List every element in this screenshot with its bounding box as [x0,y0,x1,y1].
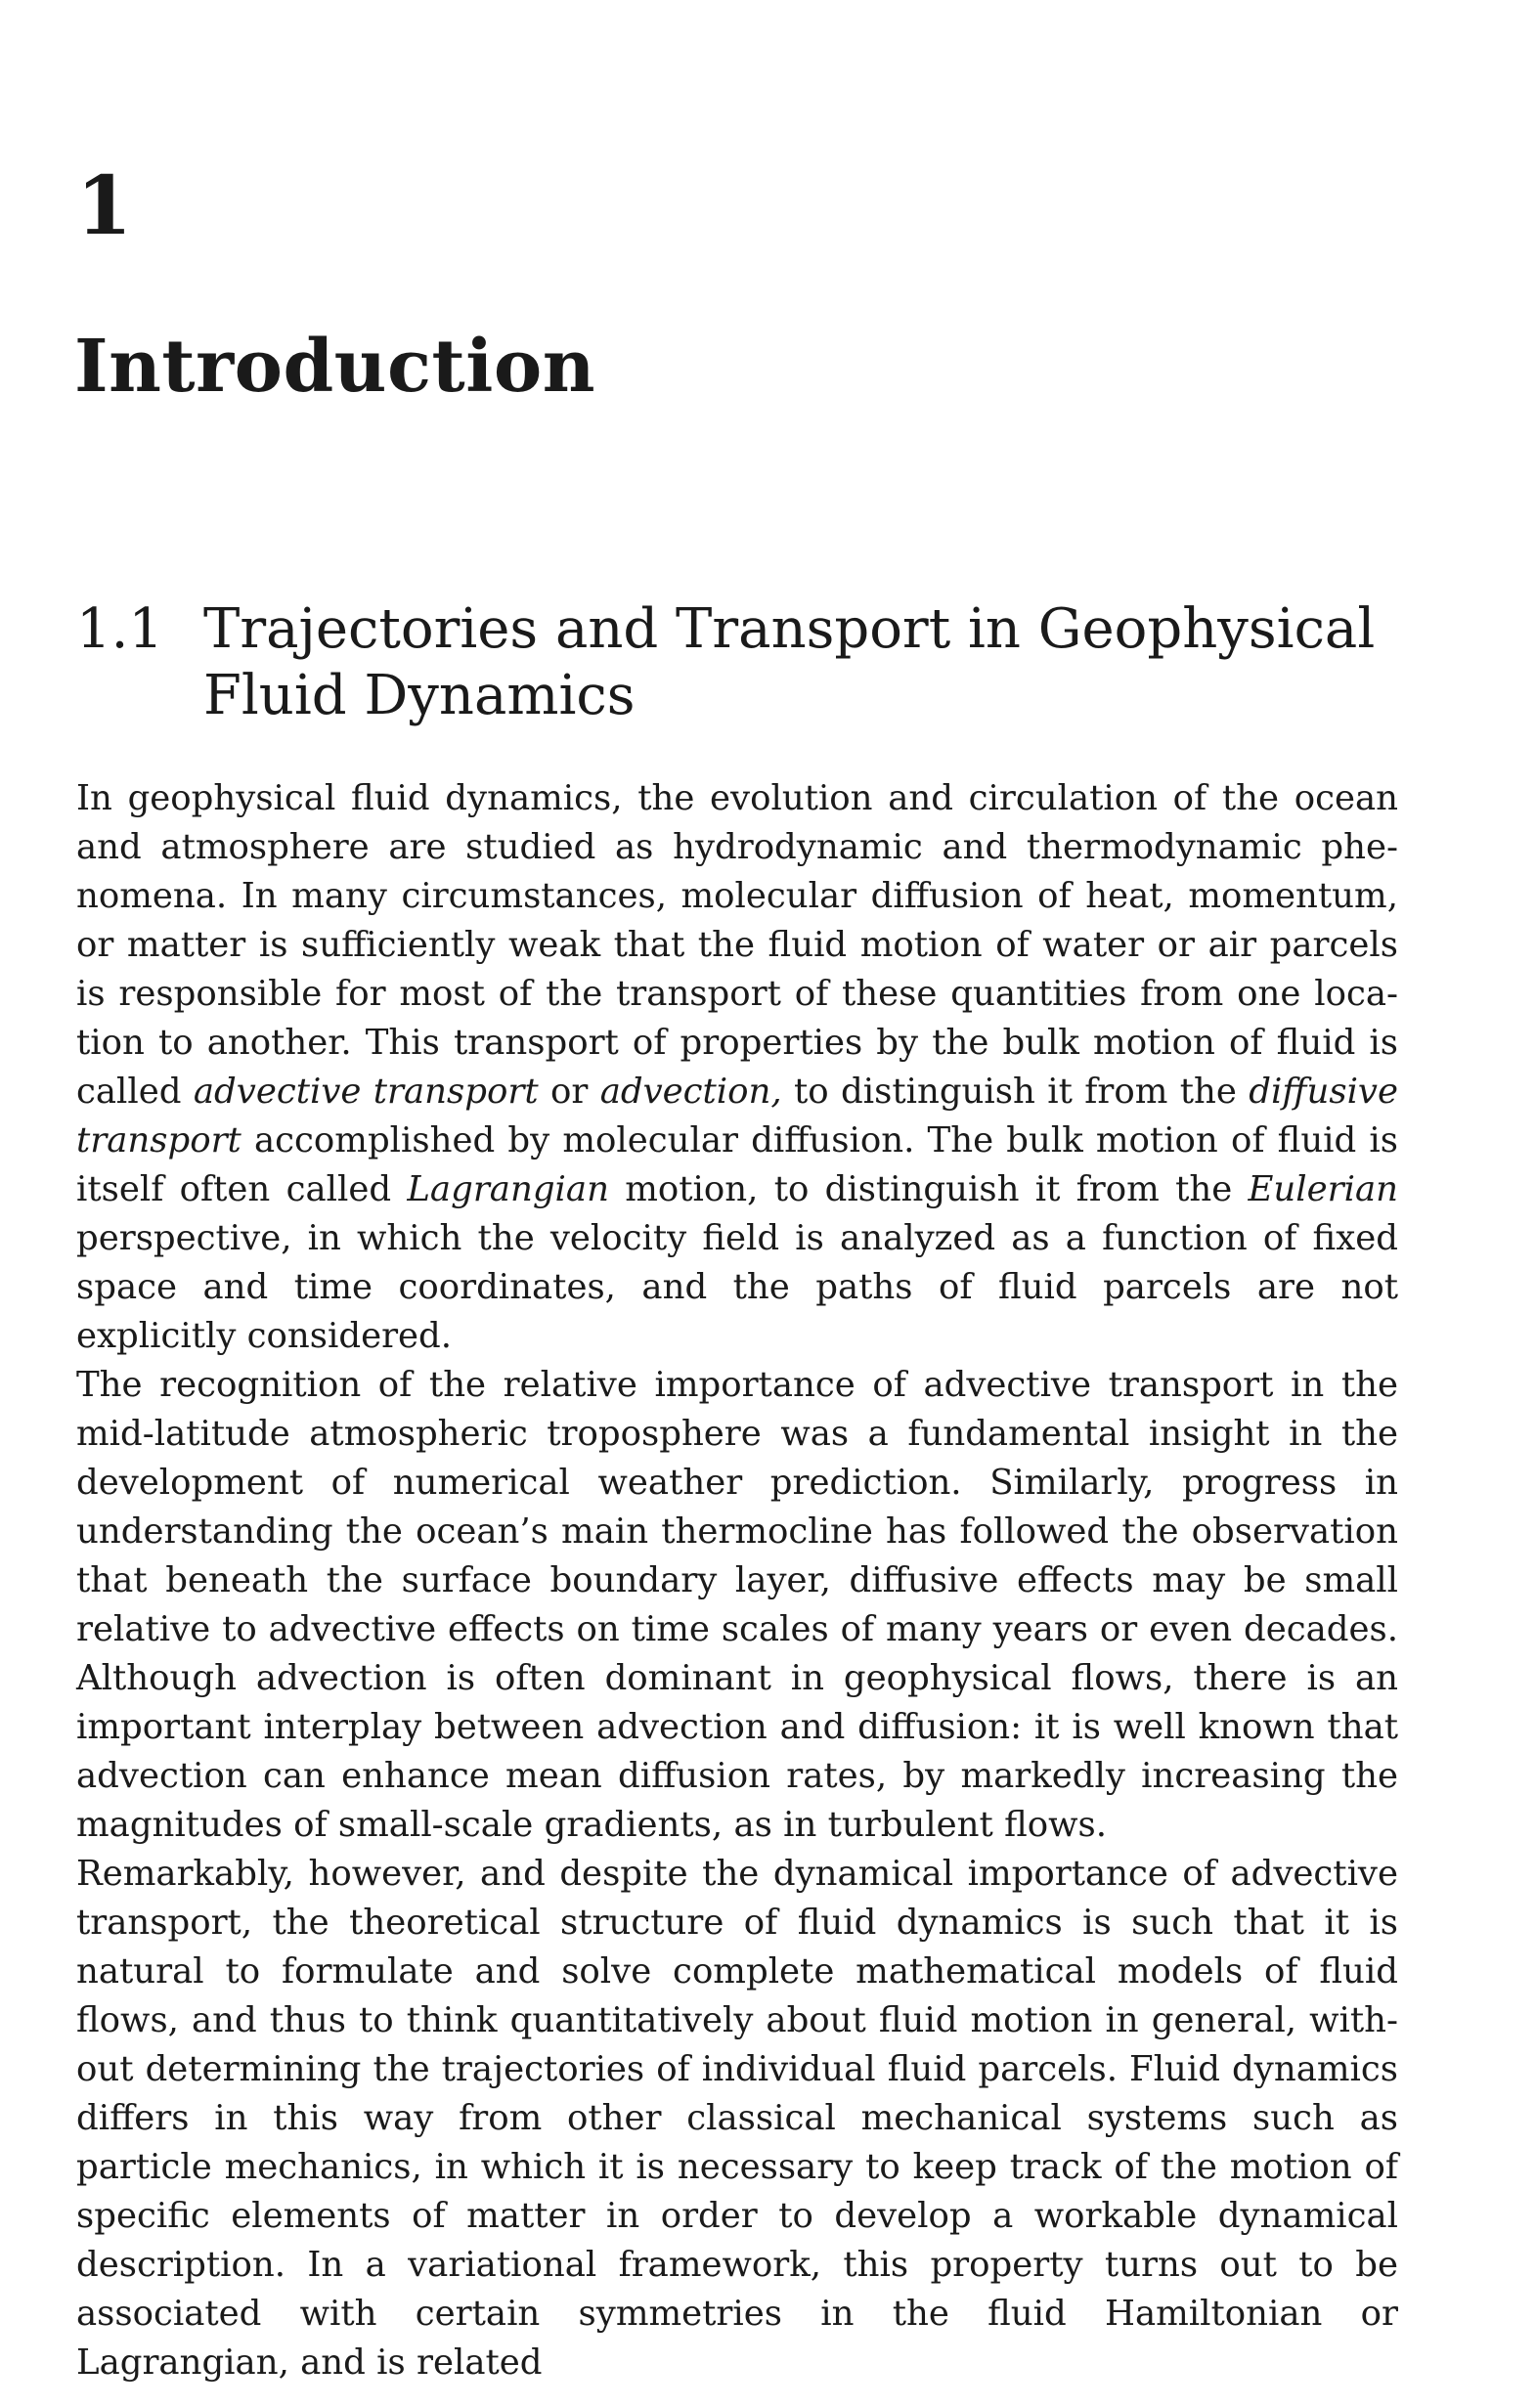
text-run: or [538,1072,600,1112]
paragraph-1 [76,774,1398,1361]
chapter-number: 1 [76,159,133,253]
text-run: to distinguish it from the [781,1072,1250,1112]
text-run: perspective, in which the velocity field is analyzed as a function of fixed space and time coordinates, and the paths of fluid parcels are not explicitly considered. [76,1218,1398,1356]
text-run: The recognition of the relative importance of advective transport in the mid-latitude atmospheric troposphere was a fundamental insight in the development of numerical weather prediction. Similarly, progress in understanding the ocean’s main thermocline has followed the observation that beneath the surface boundary layer, diffusive effects may be small relative to advective effects on time scales of many years or even decades. Although advection is often dominant in geophysical flows, there is an important interplay between advection and diffusion: it is well known that advection can enhance mean diffusion rates, by markedly increasing the magnitudes of small-scale gradients, as in turbulent flows. [76,1365,1398,1845]
chapter-title: Introduction [74,325,595,409]
section-number: 1.1 [76,597,164,661]
paragraph-3 [76,1850,1398,2387]
body-text [76,774,1398,2387]
section-title-line-1: Trajectories and Transport in Geophysical [203,597,1376,661]
section-title-line-2: Fluid Dynamics [203,664,636,727]
text-run: In geophysical fluid dynamics, the evolution and circulation of the ocean and atmosphere are studied as hydrodynamic and thermodynamic phenomena. In many circumstances, molecular diffusion of heat, momentum, or matter is sufficiently weak that the fluid motion of water or air parcels is responsible for most of the transport of these quantities from one location to another. This transport of properties by the bulk motion of fluid is called [76,778,1398,1112]
text-run: motion, to distinguish it from the [608,1169,1249,1209]
paragraph-2 [76,1361,1398,1850]
italic-term: Lagrangian [407,1169,609,1209]
section-heading [76,596,1445,729]
italic-term: diffusive transport [76,1072,1398,1160]
italic-term: advection, [599,1072,782,1112]
italic-term: advective transport [193,1072,539,1112]
italic-term: Eulerian [1248,1169,1398,1209]
text-run: Remarkably, however, and despite the dynamical importance of advective transport, the theoretical structure of fluid dynamics is such that it is natural to formulate and solve complete mathematical models of fluid flows, and thus to think quantitatively about fluid motion in general, without determining the trajectories of individual fluid parcels. Fluid dynamics differs in this way from other classical mechanical systems such as particle mechanics, in which it is necessary to keep track of the motion of specific elements of matter in order to develop a workable dynamical description. In a variational framework, this property turns out to be associated with certain symmetries in the fluid Hamiltonian or Lagrangian, and is related [76,1854,1398,2383]
text-run: accomplished by molecular diffusion. The bulk motion of fluid is itself often called [76,1120,1398,1209]
